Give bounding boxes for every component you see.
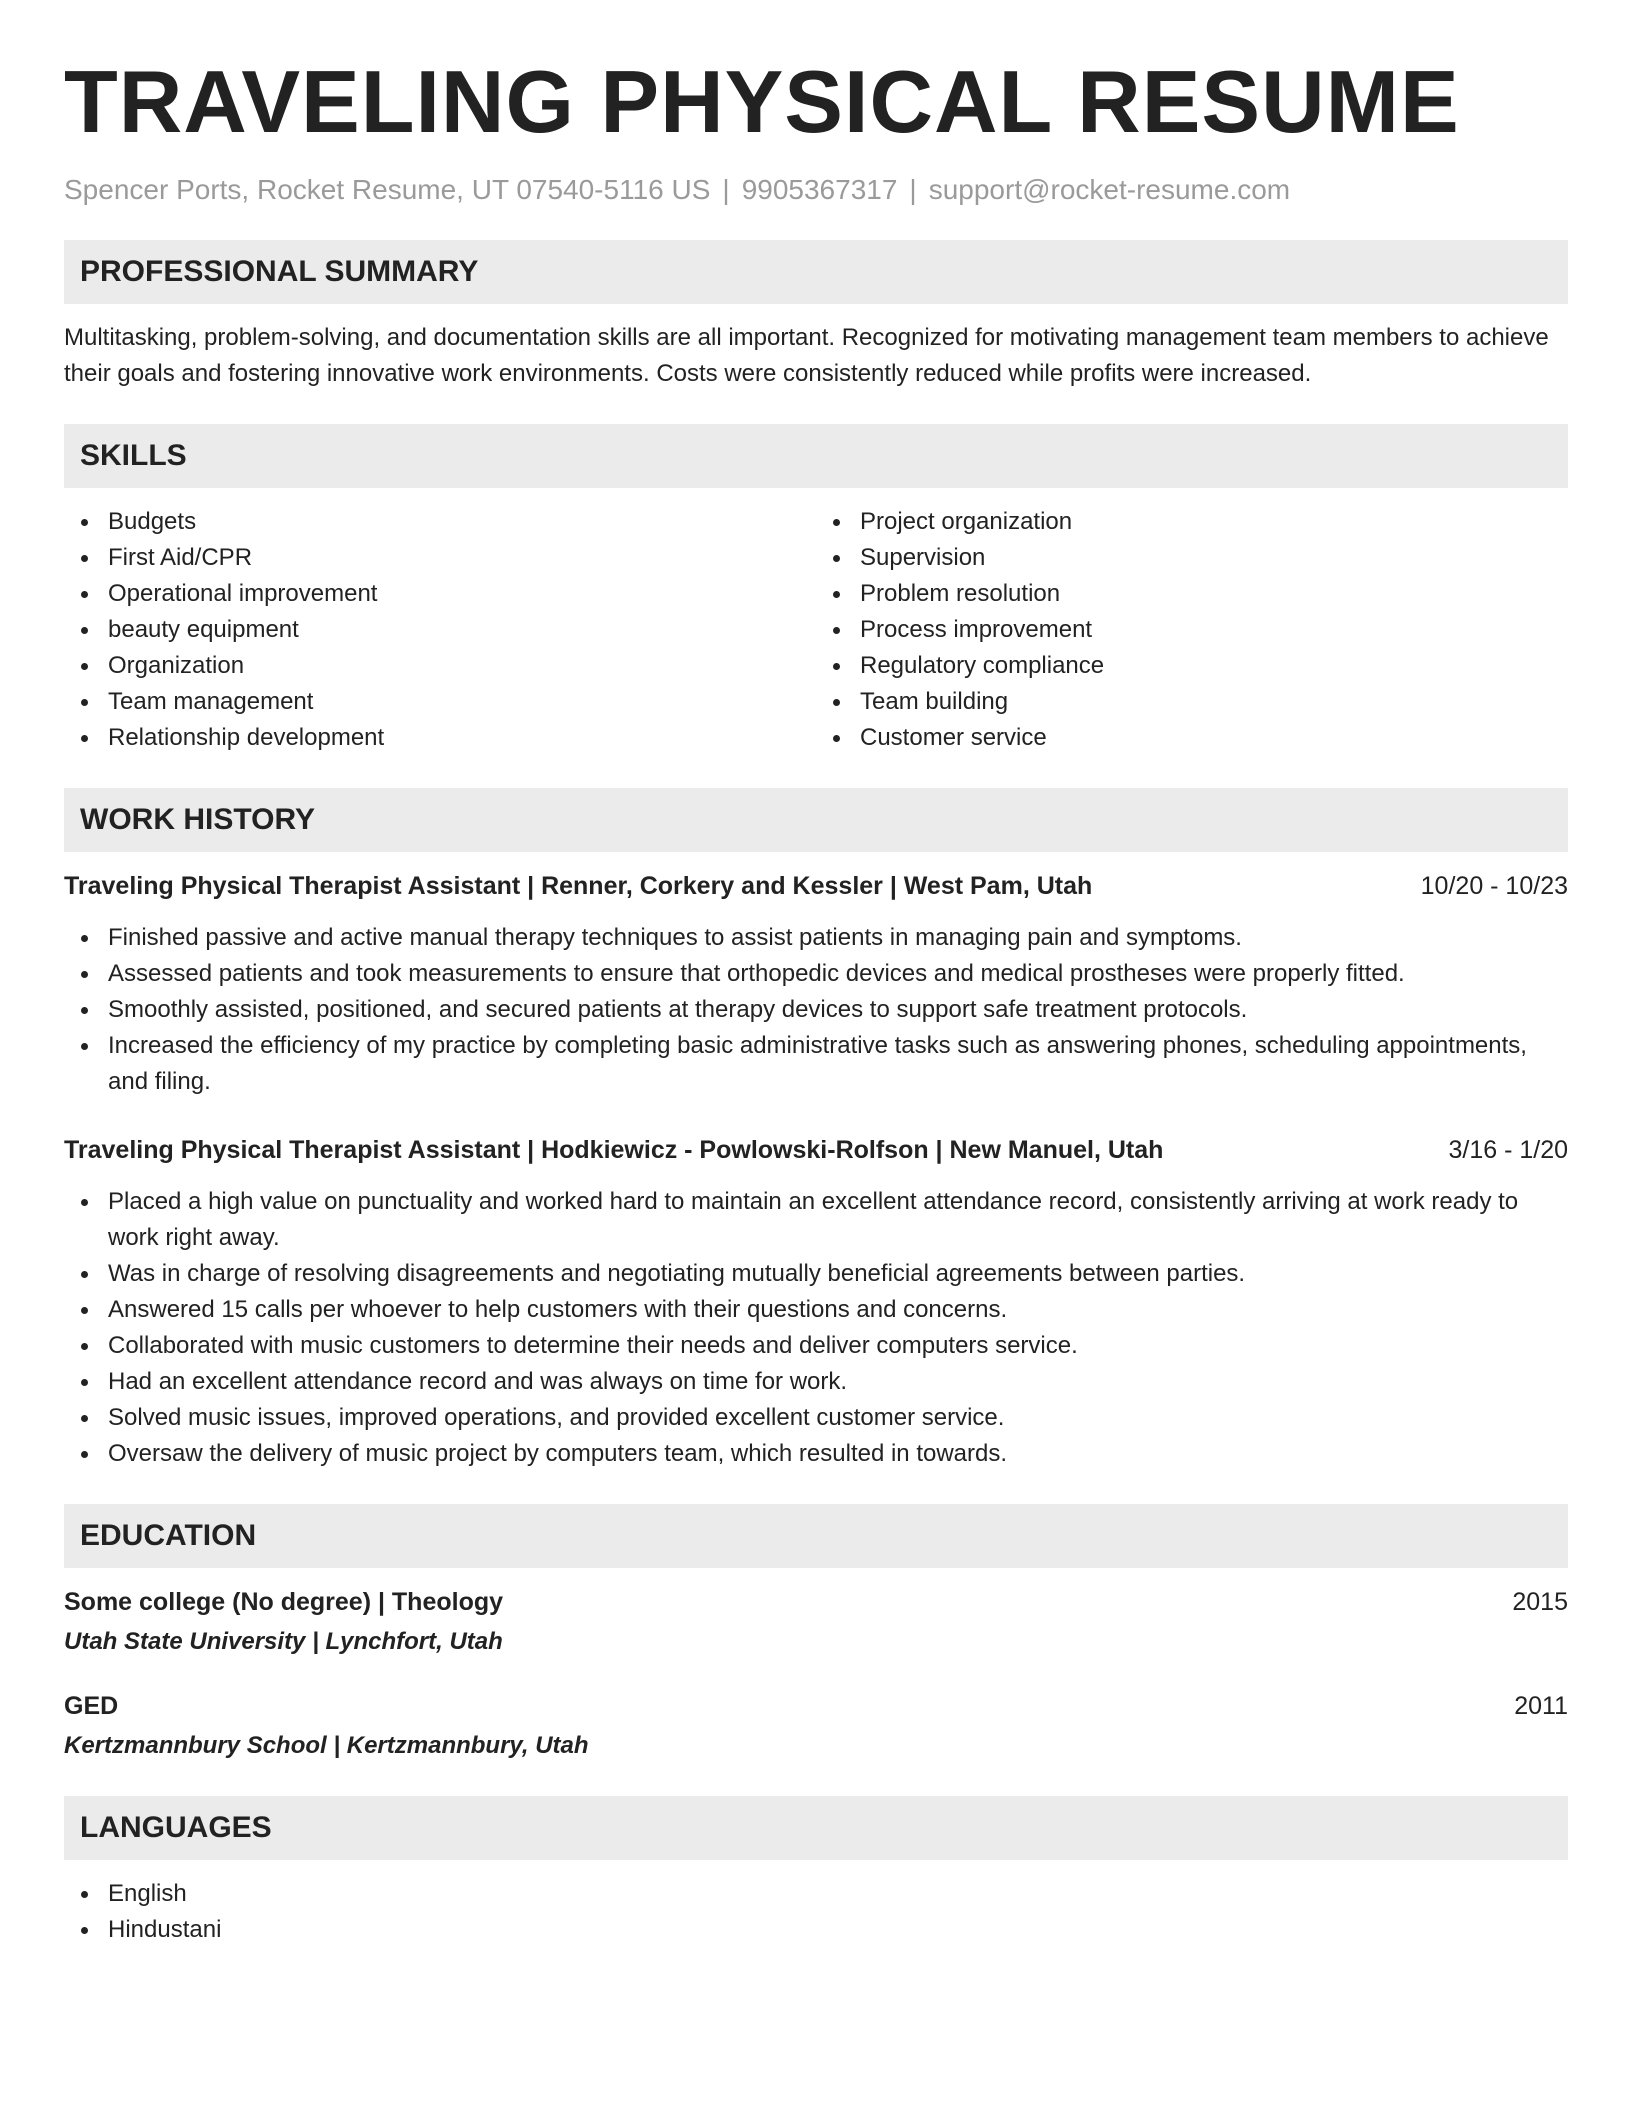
work-section	[64, 788, 1568, 1472]
contact-address: Spencer Ports, Rocket Resume, UT 07540-5116 US	[64, 174, 711, 205]
languages-heading: LANGUAGES	[64, 1796, 1568, 1860]
contact-phone: 9905367317	[741, 174, 898, 205]
job-bullet: Was in charge of resolving disagreements and negotiating mutually beneficial agreements between parties.	[64, 1256, 1568, 1292]
job-bullets	[64, 920, 1568, 1100]
job-bullet: Increased the efficiency of my practice by completing basic administrative tasks such as answering phones, scheduling appointments, and filing.	[64, 1028, 1568, 1100]
job-header	[64, 1132, 1568, 1168]
job-header	[64, 868, 1568, 904]
education-heading: EDUCATION	[64, 1504, 1568, 1568]
job-bullet: Oversaw the delivery of music project by computers team, which resulted in towards.	[64, 1436, 1568, 1472]
contact-separator: |	[909, 174, 917, 205]
skill-item: Project organization	[816, 504, 1568, 540]
skills-columns	[64, 504, 1568, 756]
job-date: 10/20 - 10/23	[1420, 872, 1568, 900]
job-bullet: Finished passive and active manual therapy techniques to assist patients in managing pain and symptoms.	[64, 920, 1568, 956]
work-heading: WORK HISTORY	[64, 788, 1568, 852]
job-bullet: Had an excellent attendance record and was always on time for work.	[64, 1364, 1568, 1400]
skill-item: Budgets	[64, 504, 816, 540]
contact-email: support@rocket-resume.com	[928, 174, 1291, 205]
language-item: English	[64, 1876, 1568, 1912]
skill-item: Problem resolution	[816, 576, 1568, 612]
summary-heading: PROFESSIONAL SUMMARY	[64, 240, 1568, 304]
skill-item: Team management	[64, 684, 816, 720]
skills-list-right	[816, 504, 1568, 756]
languages-list	[64, 1876, 1568, 1948]
job-bullets	[64, 1184, 1568, 1472]
job-bullet: Answered 15 calls per whoever to help customers with their questions and concerns.	[64, 1292, 1568, 1328]
language-item: Hindustani	[64, 1912, 1568, 1948]
summary-section	[64, 240, 1568, 392]
job-entry	[64, 1132, 1568, 1472]
summary-text: Multitasking, problem-solving, and documentation skills are all important. Recognized for motivating management team members to achieve their goals and fostering innovative work environments. Costs were consistently reduced while profits were increased.	[64, 324, 1549, 387]
education-entry	[64, 1584, 1568, 1660]
skill-item: First Aid/CPR	[64, 540, 816, 576]
job-bullet: Collaborated with music customers to determine their needs and deliver computers service.	[64, 1328, 1568, 1364]
skill-item: beauty equipment	[64, 612, 816, 648]
job-bullet: Solved music issues, improved operations, and provided excellent customer service.	[64, 1400, 1568, 1436]
skill-item: Process improvement	[816, 612, 1568, 648]
job-bullet: Assessed patients and took measurements to ensure that orthopedic devices and medical prostheses were properly fitted.	[64, 956, 1568, 992]
skill-item: Organization	[64, 648, 816, 684]
contact-separator: |	[722, 174, 730, 205]
skill-item: Team building	[816, 684, 1568, 720]
job-title: Traveling Physical Therapist Assistant | Hodkiewicz - Powlowski-Rolfson | New Manuel, Utah	[64, 1136, 1164, 1164]
resume-name: TRAVELING PHYSICAL RESUME	[64, 52, 1460, 151]
job-bullet: Smoothly assisted, positioned, and secured patients at therapy devices to support safe treatment protocols.	[64, 992, 1568, 1028]
job-date: 3/16 - 1/20	[1448, 1136, 1568, 1164]
skills-heading: SKILLS	[64, 424, 1568, 488]
education-section	[64, 1504, 1568, 1764]
education-header	[64, 1584, 1568, 1620]
job-title: Traveling Physical Therapist Assistant | Renner, Corkery and Kessler | West Pam, Utah	[64, 872, 1093, 900]
job-bullet: Placed a high value on punctuality and worked hard to maintain an excellent attendance record, consistently arriving at work ready to work right away.	[64, 1184, 1568, 1256]
education-degree: Some college (No degree) | Theology	[64, 1588, 504, 1616]
education-school: Kertzmannbury School | Kertzmannbury, Utah	[64, 1732, 589, 1759]
education-header	[64, 1688, 1568, 1724]
languages-section	[64, 1796, 1568, 1948]
education-degree: GED	[64, 1692, 119, 1720]
education-entry	[64, 1688, 1568, 1764]
education-year: 2015	[1512, 1588, 1568, 1616]
skills-list-left	[64, 504, 816, 756]
skill-item: Supervision	[816, 540, 1568, 576]
skill-item: Operational improvement	[64, 576, 816, 612]
education-year: 2011	[1514, 1692, 1568, 1720]
education-school: Utah State University | Lynchfort, Utah	[64, 1628, 503, 1655]
skill-item: Customer service	[816, 720, 1568, 756]
job-entry	[64, 868, 1568, 1100]
skill-item: Relationship development	[64, 720, 816, 756]
skill-item: Regulatory compliance	[816, 648, 1568, 684]
contact-line	[64, 172, 1568, 208]
skills-section	[64, 424, 1568, 756]
